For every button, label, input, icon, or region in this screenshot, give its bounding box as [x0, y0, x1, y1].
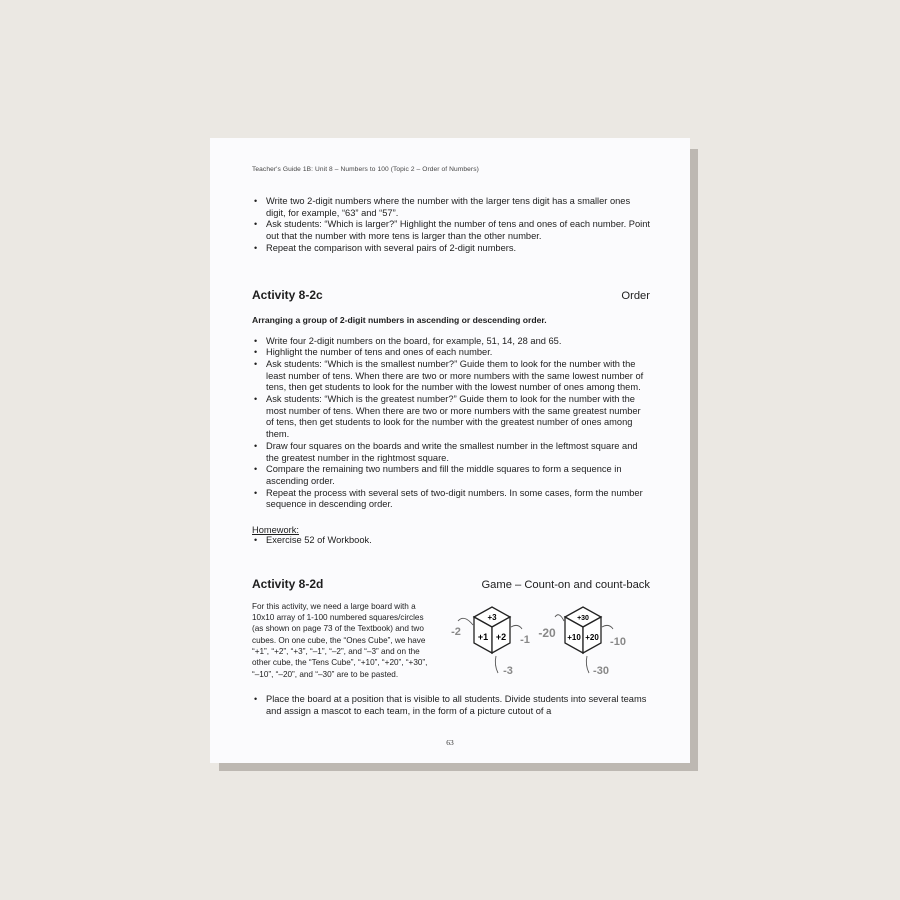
- list-item: • Write four 2-digit numbers on the board, for example, 51, 14, 28 and 65.: [266, 336, 650, 348]
- list-item: • Repeat the comparison with several pairs of 2-digit numbers.: [266, 243, 650, 255]
- cube-face-right: +2: [495, 631, 507, 642]
- cube-outside-label: -1: [520, 633, 530, 646]
- activity-c-steps: [252, 336, 650, 512]
- list-item: • Exercise 52 of Workbook.: [266, 535, 650, 547]
- list-item: • Draw four squares on the boards and write the smallest number in the leftmost square and the greatest number in the rightmost square.: [266, 441, 650, 464]
- list-item: • Ask students: “Which is the smallest number?” Guide them to look for the number with the least number of tens. When there are two or more numbers with the same lowest number of tens, then get students to look for the number with the lowest number of ones among them.: [266, 359, 650, 394]
- list-item: • Compare the remaining two numbers and fill the middle squares to form a sequence in ascending order.: [266, 464, 650, 487]
- list-item: • Write two 2-digit numbers where the number with the larger tens digit has a smaller ones digit, for example, “63” and “57”.: [266, 196, 650, 219]
- activity-d-steps: [252, 694, 650, 717]
- ones-cube-figure: [444, 601, 546, 679]
- activity-d-heading: [252, 577, 650, 591]
- activity-topic: Order: [621, 289, 650, 302]
- list-item: • Ask students: “Which is larger?” Highlight the number of tens and ones of each number. Point out that the number with more tens is larger than the other number.: [266, 219, 650, 242]
- activity-title: Activity 8-2c: [252, 287, 323, 302]
- list-item: • Highlight the number of tens and ones of each number.: [266, 347, 650, 359]
- list-item: • Repeat the process with several sets of two-digit numbers. In some cases, form the number sequence in descending order.: [266, 488, 650, 511]
- cube-face-top: +30: [577, 614, 589, 622]
- cube-face-right: +20: [585, 632, 599, 642]
- dice-illustration: [430, 601, 650, 680]
- cube-face-top: +3: [487, 612, 497, 622]
- cube-face-left: +1: [477, 631, 489, 642]
- tens-cube-figure: [535, 601, 637, 679]
- activity-objective: Arranging a group of 2-digit numbers in ascending or descending order.: [252, 314, 547, 325]
- cube-face-left: +10: [567, 632, 581, 642]
- document-page: [210, 138, 690, 763]
- intro-list: [252, 196, 650, 255]
- running-header: Teacher's Guide 1B: Unit 8 – Numbers to 100 (Topic 2 – Order of Numbers): [252, 166, 479, 173]
- list-item: • Ask students: “Which is the greatest number?” Guide them to look for the number with the most number of tens. When there are two or more numbers with the same greatest number of tens, then get students to look for the number with the greatest number of ones among them.: [266, 394, 650, 441]
- cube-outside-label: -10: [610, 635, 626, 648]
- cube-outside-label: -20: [538, 625, 556, 640]
- list-item: • Place the board at a position that is visible to all students. Divide students into several teams and assign a mascot to each team, in the form of a picture cutout of a: [266, 694, 650, 717]
- activity-d-body: [252, 601, 650, 680]
- page-number: 63: [446, 738, 454, 747]
- cube-outside-label: -2: [451, 625, 461, 638]
- activity-title: Activity 8-2d: [252, 576, 324, 591]
- homework-list: [252, 535, 650, 547]
- activity-d-paragraph: For this activity, we need a large board with a 10x10 array of 1-100 numbered squares/circles (as shown on page 73 of the Textbook) and two cubes. On one cube, the “Ones Cube”, we have “+1”, “+2”, “+3”, “–1”, “–2”, and “–3” and on the other cube, the “Tens Cube”, “+10”, “+20”, “+30”, “–10”, “–20”, and “–30” are to be pasted.: [252, 601, 428, 679]
- homework-label: Homework:: [252, 525, 300, 536]
- cube-outside-label: -3: [503, 664, 513, 677]
- activity-c-heading: [252, 288, 650, 302]
- cube-outside-label: -30: [593, 664, 609, 677]
- activity-topic: Game – Count-on and count-back: [481, 578, 650, 591]
